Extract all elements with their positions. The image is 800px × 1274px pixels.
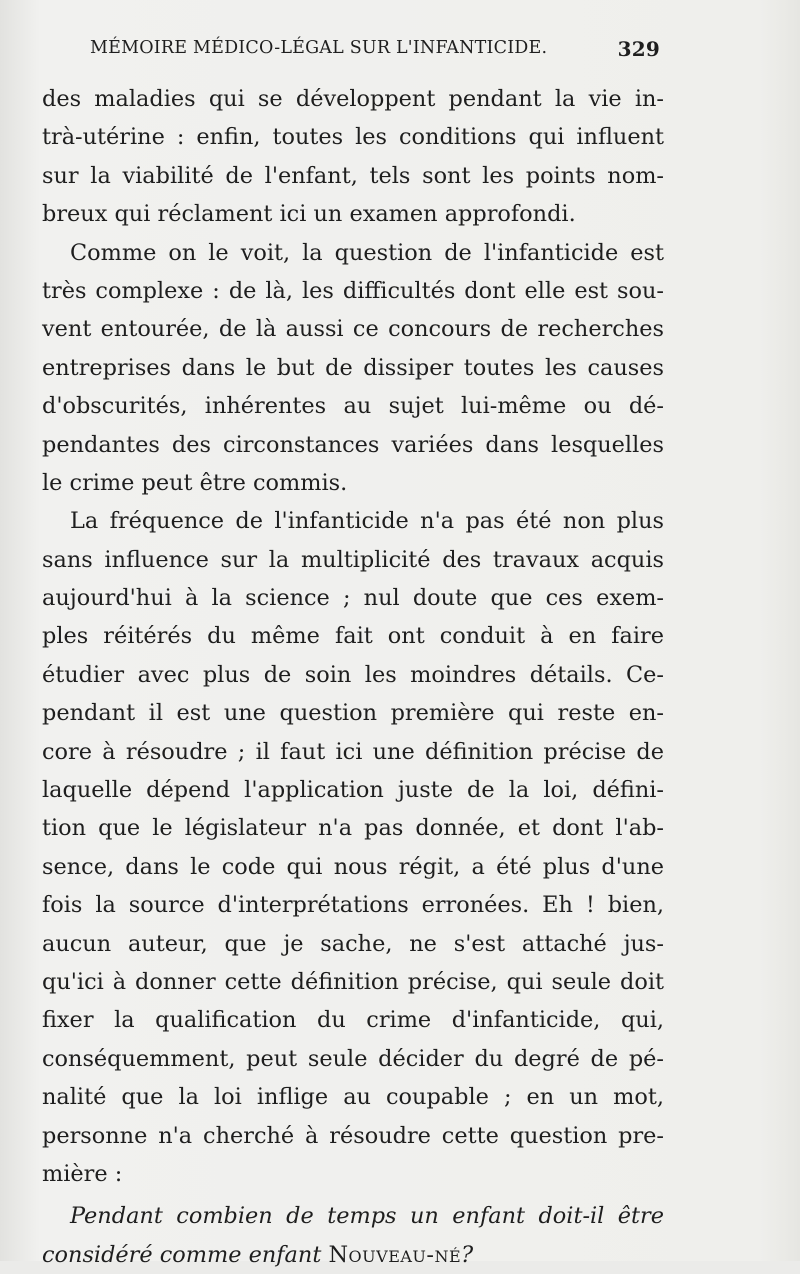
text-line: Comme on le voit, la question de l'infanticide est [70,239,664,266]
question-prefix: considéré comme enfant [42,1241,322,1268]
text-line: qu'ici à donner cette définition précise, qui seule doit [42,968,664,995]
question-line: Pendant combien de temps un enfant doit-il être [70,1203,664,1230]
text-line: aujourd'hui à la science ; nul doute que ces exem- [42,585,664,612]
text-line: d'obscurités, inhérentes au sujet lui-même ou dé- [42,393,664,420]
text-line: vent entourée, de là aussi ce concours de recherches [42,316,664,343]
text-line: ples réitérés du même fait ont conduit à en faire [42,623,664,650]
text-line: core à résoudre ; il faut ici une définition précise de [42,738,664,765]
body-text [42,80,664,1274]
text-line: mière : [42,1160,123,1187]
text-line: pendantes des circonstances variées dans lesquelles [42,431,664,458]
text-line: très complexe : de là, les difficultés dont elle est sou- [42,277,664,304]
text-line: fixer la qualification du crime d'infanticide, qui, [42,1007,664,1034]
text-line: aucun auteur, que je sache, ne s'est attaché jus- [42,930,664,957]
page-number: 329 [617,37,660,61]
text-line: La fréquence de l'infanticide n'a pas été non plus [70,508,664,535]
question-line [42,1236,664,1274]
page-header [90,37,660,61]
text-line: tion que le législateur n'a pas donnée, et dont l'ab- [42,815,664,842]
text-line: des maladies qui se développent pendant la vie in- [42,86,664,112]
text-line: sur la viabilité de l'enfant, tels sont les points nom- [42,162,664,189]
question-smallcaps: Nouveau-né [328,1241,462,1268]
text-line: pendant il est une question première qui reste en- [42,700,664,727]
text-line: breux qui réclament ici un examen approfondi. [42,201,576,228]
text-line: entreprises dans le but de dissiper toutes les causes [42,354,664,381]
text-line: personne n'a cherché à résoudre cette question pre- [42,1122,664,1149]
text-line: sans influence sur la multiplicité des travaux acquis [42,546,664,573]
text-line: laquelle dépend l'application juste de la loi, défini- [42,777,664,804]
text-line: sence, dans le code qui nous régit, a été plus d'une [42,853,664,880]
text-line: le crime peut être commis. [42,469,348,496]
text-line: étudier avec plus de soin les moindres détails. Ce- [42,661,664,688]
text-line: nalité que la loi inflige au coupable ; en un mot, [42,1084,664,1111]
text-line: conséquemment, peut seule décider du degré de pé- [42,1045,664,1072]
running-title: MÉMOIRE MÉDICO-LÉGAL SUR L'INFANTICIDE. [90,38,548,58]
text-line: fois la source d'interprétations erronées. Eh ! bien, [42,892,664,919]
text-line: trà-utérine : enfin, toutes les conditions qui influent [42,124,664,151]
question-suffix: ? [461,1241,474,1268]
